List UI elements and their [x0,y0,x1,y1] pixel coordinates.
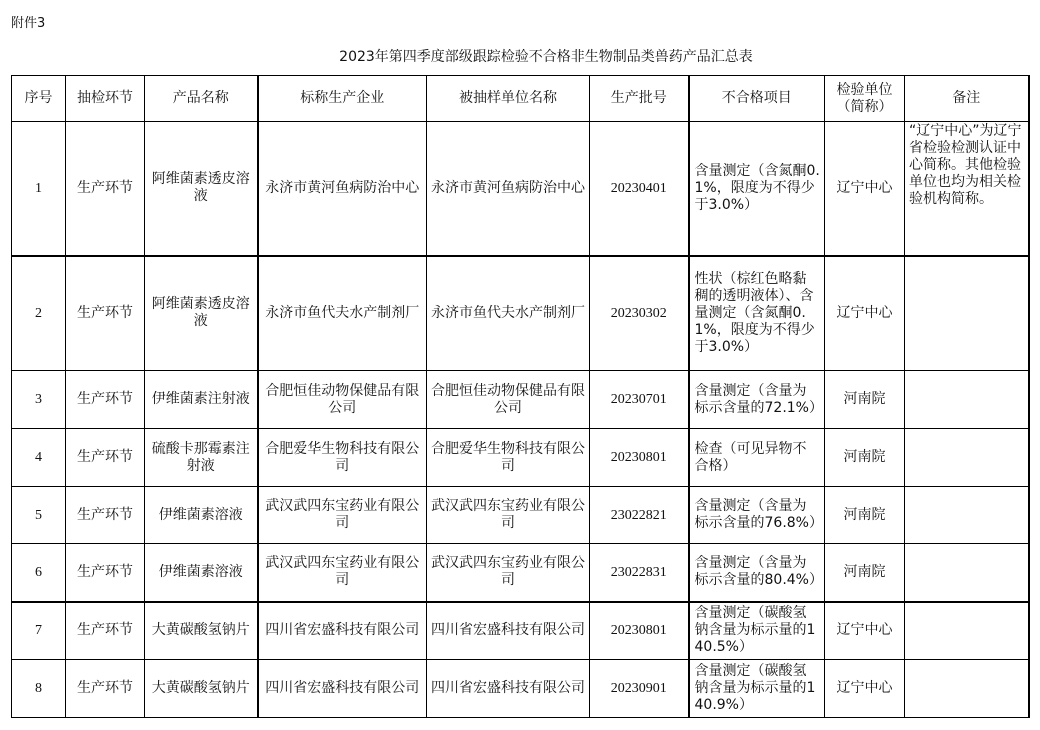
summary-table [11,75,1030,718]
cell-no: 7 [12,602,66,660]
cell-batch: 20230801 [590,602,689,660]
cell-failed-item: 含量测定（含量为标示含量的80.4%） [689,544,825,602]
cell-sampled-unit: 合肥恒佳动物保健品有限公司 [427,371,590,429]
cell-failed-item: 含量测定（碳酸氢钠含量为标示量的140.9%） [689,660,825,718]
cell-product: 伊维菌素注射液 [145,371,258,429]
cell-manufacturer: 合肥恒佳动物保健品有限公司 [258,371,427,429]
cell-lab: 辽宁中心 [825,256,905,371]
cell-sampled-unit: 合肥爱华生物科技有限公司 [427,429,590,487]
header-failed-item: 不合格项目 [689,76,825,122]
page-title: 2023年第四季度部级跟踪检验不合格非生物制品类兽药产品汇总表 [339,49,753,65]
cell-manufacturer: 永济市黄河鱼病防治中心 [258,122,427,256]
header-product: 产品名称 [145,76,258,122]
cell-no: 8 [12,660,66,718]
cell-stage: 生产环节 [66,256,145,371]
cell-failed-item: 检查（可见异物不合格） [689,429,825,487]
header-no: 序号 [12,76,66,122]
table-row [12,371,1029,429]
cell-note: “辽宁中心”为辽宁省检验检测认证中心简称。其他检验单位也均为相关检验机构简称。 [905,122,1029,256]
cell-batch: 20230401 [590,122,689,256]
cell-manufacturer: 武汉武四东宝药业有限公司 [258,544,427,602]
cell-stage: 生产环节 [66,602,145,660]
cell-manufacturer: 永济市鱼代夫水产制剂厂 [258,256,427,371]
cell-manufacturer: 四川省宏盛科技有限公司 [258,660,427,718]
cell-batch: 20230901 [590,660,689,718]
cell-manufacturer: 武汉武四东宝药业有限公司 [258,487,427,544]
cell-no: 6 [12,544,66,602]
cell-sampled-unit: 永济市黄河鱼病防治中心 [427,122,590,256]
cell-stage: 生产环节 [66,544,145,602]
table-row [12,429,1029,487]
cell-stage: 生产环节 [66,487,145,544]
cell-note [905,660,1029,718]
cell-stage: 生产环节 [66,660,145,718]
cell-no: 5 [12,487,66,544]
cell-stage: 生产环节 [66,429,145,487]
cell-product: 大黄碳酸氢钠片 [145,602,258,660]
attachment-label: 附件3 [11,16,46,31]
cell-lab: 辽宁中心 [825,602,905,660]
table-row [12,487,1029,544]
cell-failed-item: 含量测定（含量为标示含量的72.1%） [689,371,825,429]
cell-lab: 河南院 [825,544,905,602]
table-header-row [12,76,1029,122]
cell-lab: 河南院 [825,487,905,544]
cell-lab: 河南院 [825,429,905,487]
cell-sampled-unit: 四川省宏盛科技有限公司 [427,602,590,660]
header-batch: 生产批号 [590,76,689,122]
cell-stage: 生产环节 [66,371,145,429]
cell-no: 1 [12,122,66,256]
cell-note [905,602,1029,660]
header-manufacturer: 标称生产企业 [258,76,427,122]
cell-stage: 生产环节 [66,122,145,256]
table-row [12,544,1029,602]
cell-sampled-unit: 永济市鱼代夫水产制剂厂 [427,256,590,371]
cell-product: 阿维菌素透皮溶液 [145,256,258,371]
cell-failed-item: 含量测定（碳酸氢钠含量为标示量的140.5%） [689,602,825,660]
cell-note [905,371,1029,429]
cell-no: 3 [12,371,66,429]
cell-no: 2 [12,256,66,371]
cell-product: 伊维菌素溶液 [145,487,258,544]
header-note: 备注 [905,76,1029,122]
cell-product: 大黄碳酸氢钠片 [145,660,258,718]
header-sampled-unit: 被抽样单位名称 [427,76,590,122]
cell-lab: 河南院 [825,371,905,429]
cell-failed-item: 含量测定（含量为标示含量的76.8%） [689,487,825,544]
header-stage: 抽检环节 [66,76,145,122]
cell-lab: 辽宁中心 [825,122,905,256]
cell-failed-item: 含量测定（含氮酮0.1%，限度为不得少于3.0%） [689,122,825,256]
table-row [12,602,1029,660]
cell-lab: 辽宁中心 [825,660,905,718]
cell-no: 4 [12,429,66,487]
cell-note [905,256,1029,371]
cell-batch: 20230302 [590,256,689,371]
cell-note [905,487,1029,544]
cell-sampled-unit: 武汉武四东宝药业有限公司 [427,544,590,602]
table-row [12,122,1029,256]
cell-batch: 20230801 [590,429,689,487]
cell-note [905,544,1029,602]
cell-manufacturer: 合肥爱华生物科技有限公司 [258,429,427,487]
cell-batch: 20230701 [590,371,689,429]
cell-product: 阿维菌素透皮溶液 [145,122,258,256]
cell-batch: 23022831 [590,544,689,602]
cell-batch: 23022821 [590,487,689,544]
cell-sampled-unit: 武汉武四东宝药业有限公司 [427,487,590,544]
cell-failed-item: 性状（棕红色略黏稠的透明液体）、含量测定（含氮酮0.1%，限度为不得少于3.0%） [689,256,825,371]
table-row [12,660,1029,718]
table-row [12,256,1029,371]
cell-manufacturer: 四川省宏盛科技有限公司 [258,602,427,660]
cell-product: 硫酸卡那霉素注射液 [145,429,258,487]
cell-note [905,429,1029,487]
cell-sampled-unit: 四川省宏盛科技有限公司 [427,660,590,718]
cell-product: 伊维菌素溶液 [145,544,258,602]
header-lab: 检验单位（简称） [825,76,905,122]
